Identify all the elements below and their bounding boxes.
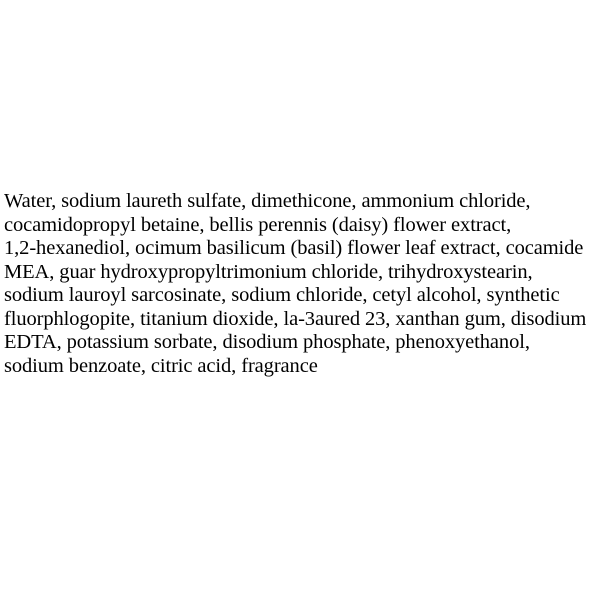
- ingredients-line: Water, sodium laureth sulfate, dimethicone, ammonium chloride,: [4, 190, 531, 212]
- ingredients-line: fluorphlogopite, titanium dioxide, la-3aured 23, xanthan gum, disodium: [4, 307, 587, 330]
- ingredients-line: EDTA, potassium sorbate, disodium phosphate, phenoxyethanol,: [4, 331, 530, 353]
- ingredients-line: MEA, guar hydroxypropyltrimonium chloride, trihydroxystearin,: [4, 260, 533, 283]
- ingredients-line: cocamidopropyl betaine, bellis perennis (daisy) flower extract,: [4, 213, 512, 236]
- ingredients-line: sodium benzoate, citric acid, fragrance: [4, 354, 318, 377]
- ingredients-line: 1,2-hexanediol, ocimum basilicum (basil) flower leaf extract, cocamide: [4, 237, 584, 259]
- ingredients-line: sodium lauroyl sarcosinate, sodium chloride, cetyl alcohol, synthetic: [4, 284, 560, 306]
- ingredients-list: [4, 190, 596, 378]
